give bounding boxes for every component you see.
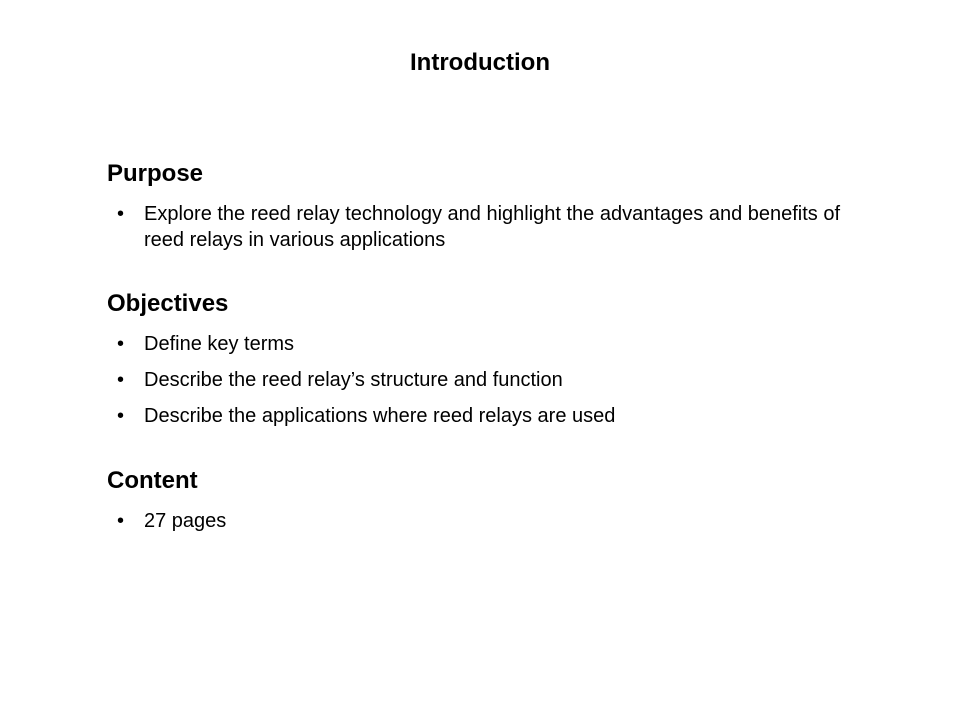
section-purpose — [107, 159, 847, 253]
section-content — [107, 466, 847, 534]
section-heading-purpose: Purpose — [107, 160, 204, 187]
slide-title: Introduction — [410, 49, 550, 76]
section-heading-content: Content — [107, 467, 198, 494]
bullet-list-content — [107, 508, 847, 534]
bullet-list-objectives — [107, 331, 847, 429]
bullet-item: • 27 pages — [107, 508, 847, 534]
section-heading-objectives: Objectives — [107, 290, 229, 317]
bullet-list-purpose — [107, 201, 847, 253]
bullet-item: • Describe the reed relay’s structure and function — [107, 367, 847, 393]
bullet-item: • Describe the applications where reed relays are used — [107, 403, 847, 429]
bullet-item: • Define key terms — [107, 331, 847, 357]
section-objectives — [107, 289, 847, 429]
bullet-item: • Explore the reed relay technology and highlight the advantages and benefits of reed relays in various applications — [107, 201, 847, 253]
